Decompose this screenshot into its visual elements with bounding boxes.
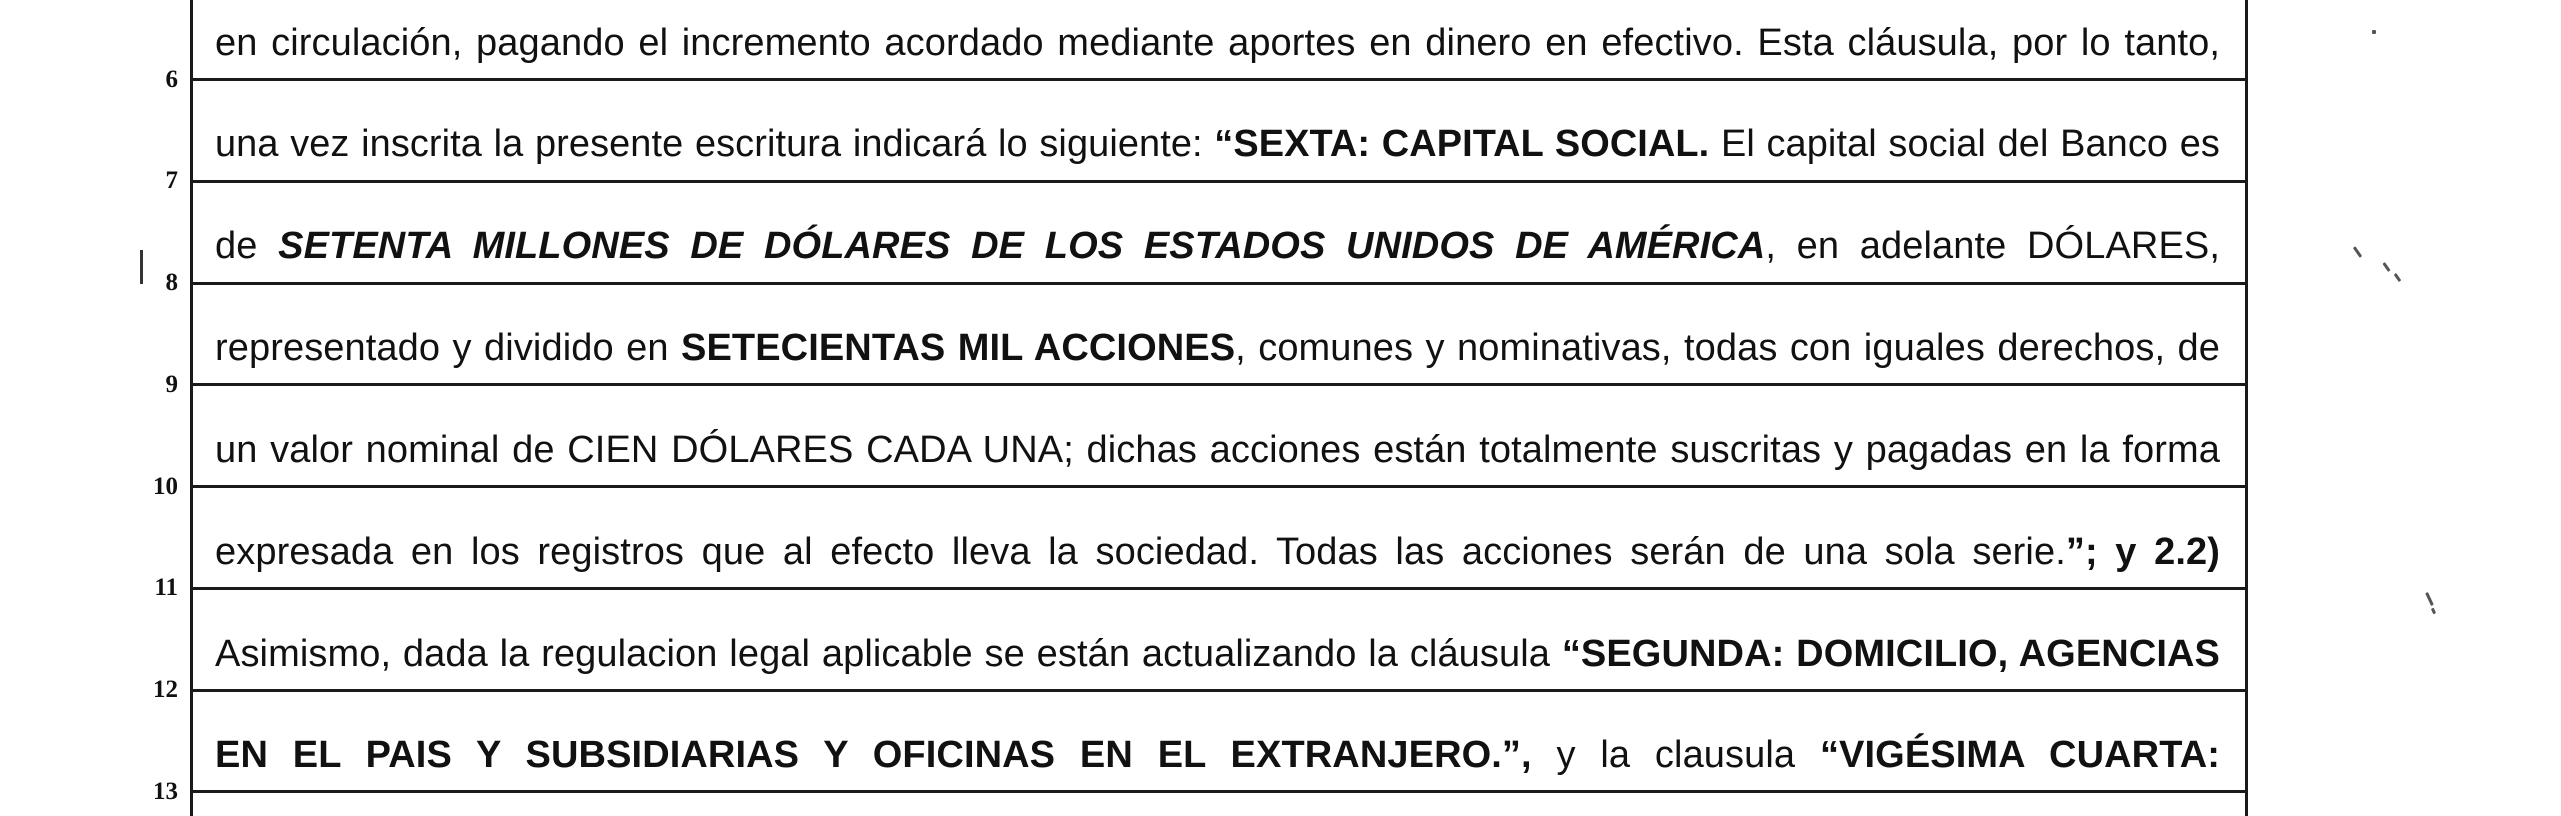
line-number: 9 (165, 371, 178, 398)
line-number: 13 (153, 778, 178, 805)
line-segment: expresada en los registros que al efecto lleva la sociedad. Todas las acciones serán de una sola serie. (215, 531, 2066, 573)
scan-speck (2431, 608, 2436, 615)
ruled-line (190, 790, 2245, 793)
line-segment: de (215, 225, 279, 267)
document-line (215, 631, 2220, 677)
line-segment: representado y dividido en (215, 327, 682, 369)
ruled-line (190, 485, 2245, 488)
document-line (215, 427, 2220, 473)
document-line (215, 325, 2220, 371)
scan-speck (2382, 262, 2390, 272)
ruled-line (190, 78, 2245, 81)
line-segment: SETENTA MILLONES DE DÓLARES DE LOS ESTADOS UNIDOS DE AMÉRICA (278, 225, 1766, 267)
margin-mark (140, 250, 143, 284)
ruled-line (190, 180, 2245, 183)
line-segment: , comunes y nominativas, todas con iguales derechos, de (1235, 327, 2220, 369)
line-segment: un valor nominal de CIEN DÓLARES CADA UNA; dichas acciones están totalmente suscritas y pagadas en la forma (215, 429, 2220, 471)
scan-speck (2372, 30, 2376, 34)
scan-speck (2353, 246, 2362, 258)
line-number: 11 (154, 574, 178, 601)
ruled-line (190, 383, 2245, 386)
ruled-line (190, 689, 2245, 692)
line-segment: “SEGUNDA: DOMICILIO, AGENCIAS (1561, 633, 2221, 675)
line-segment: “VIGÉSIMA CUARTA: (1819, 734, 2220, 776)
line-segment: una vez inscrita la presente escritura indicará lo siguiente: (215, 123, 1215, 165)
line-number: 8 (165, 269, 178, 296)
line-segment: en circulación, pagando el incremento acordado mediante aportes en dinero en efectivo. Esta cláusula, por lo tanto, (215, 22, 2220, 64)
ruled-line (190, 587, 2245, 590)
document-line (215, 20, 2220, 66)
line-segment: “SEXTA: CAPITAL SOCIAL. (1214, 123, 1710, 165)
line-number: 7 (165, 167, 178, 194)
document-line (215, 121, 2220, 167)
scan-speck (2425, 592, 2434, 606)
line-segment: , en adelante DÓLARES, (1765, 225, 2220, 267)
line-segment: ”; y 2.2) (2065, 531, 2220, 573)
ruled-line (190, 282, 2245, 285)
line-segment: El capital social del Banco es (1709, 123, 2220, 165)
document-line (215, 732, 2220, 778)
line-segment: Asimismo, dada la regulacion legal aplicable se están actualizando la cláusula (215, 633, 1562, 675)
line-number: 10 (153, 473, 178, 500)
document-line (215, 529, 2220, 575)
scan-speck (2394, 273, 2402, 282)
document-line (215, 223, 2220, 269)
line-segment: SETECIENTAS MIL ACCIONES (681, 327, 1236, 369)
line-number: 12 (153, 676, 178, 703)
line-segment: EN EL PAIS Y SUBSIDIARIAS Y OFICINAS EN EL EXTRANJERO.”, (215, 734, 1532, 776)
line-segment: y la clausula (1531, 734, 1820, 776)
line-number: 6 (165, 66, 178, 93)
